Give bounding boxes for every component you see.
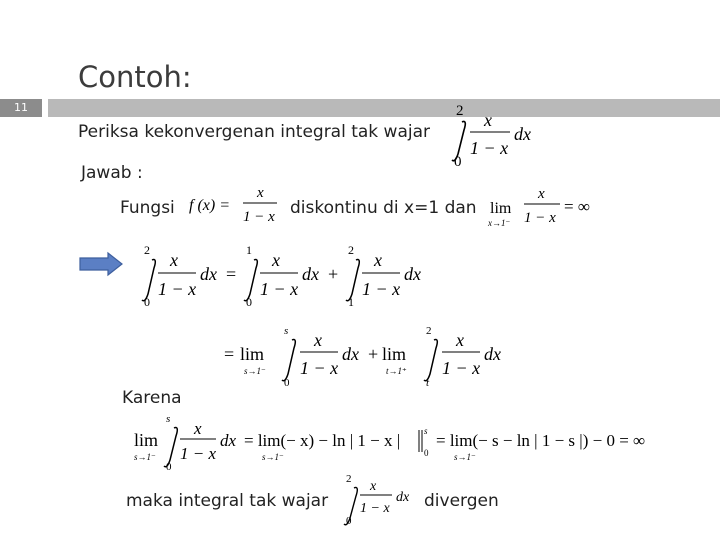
svg-text:1: 1 [246,243,252,257]
answer-label: Jawab : [81,163,143,183]
differential: dx [514,124,531,144]
svg-text:x: x [456,330,464,350]
lower-limit: 0 [454,154,462,168]
svg-text:x: x [194,419,202,438]
svg-text:0: 0 [166,461,172,472]
svg-text:lim: lim [382,344,407,364]
denominator: 1 − x [470,138,509,158]
svg-text:0: 0 [144,295,150,309]
svg-text:t: t [426,377,430,389]
lim-label: lim [490,200,512,217]
slide-title: Contoh: [78,60,192,94]
svg-text:0: 0 [346,515,352,527]
svg-text:x: x [370,479,377,494]
maka-text: maka integral tak wajar [126,491,329,511]
integral-t-2 [424,325,501,389]
svg-text:x: x [170,250,178,270]
integral-1-2 [346,243,421,309]
denominator: 1 − x [524,210,556,226]
svg-text:s→1⁻: s→1⁻ [454,452,476,462]
svg-text:0: 0 [246,295,252,309]
svg-text:1 − x: 1 − x [260,279,299,299]
lim-subscript: x→1⁻ [488,218,511,228]
svg-text:dx: dx [302,264,319,284]
karena-label: Karena [122,388,182,408]
svg-text:x: x [374,250,382,270]
svg-text:dx: dx [342,344,359,364]
denominator: 1 − x [243,209,275,225]
divergen-text: divergen [424,491,499,511]
svg-text:lim: lim [134,430,159,450]
svg-text:0: 0 [424,448,429,458]
question-integral [442,100,552,168]
infinity: = ∞ [564,197,590,216]
svg-text:s: s [284,325,289,337]
svg-text:1 − x: 1 − x [360,501,390,516]
numerator: x [484,110,492,130]
svg-text:s: s [424,426,428,436]
svg-text:s→1⁻: s→1⁻ [244,366,266,376]
svg-text:s: s [166,413,171,425]
fungsi-label: Fungsi [120,198,175,218]
integral-0-s [282,325,359,389]
svg-text:dx: dx [200,264,217,284]
svg-text:2: 2 [346,473,352,485]
svg-text:+: + [328,264,339,284]
svg-text:=: = [226,264,237,284]
slide-header-bar [0,99,720,117]
slide-number: 11 [0,99,42,117]
upper-limit: 2 [456,103,464,119]
svg-text:dx: dx [484,344,501,364]
svg-text:+: + [368,344,379,364]
svg-text:1 − x: 1 − x [442,358,481,378]
svg-text:dx: dx [404,264,421,284]
svg-text:x: x [314,330,322,350]
numerator: x [257,185,264,201]
limit-evaluation [132,412,718,472]
question-text: Periksa kekonvergenan integral tak wajar [78,122,431,142]
svg-text:s→1⁻: s→1⁻ [134,452,156,462]
svg-text:1: 1 [348,295,354,309]
svg-text:2: 2 [144,243,150,257]
svg-text:1 − x: 1 − x [362,279,401,299]
svg-text:x: x [272,250,280,270]
svg-text:2: 2 [426,325,432,337]
svg-text:= lim(− x) − ln | 1 − x |: = lim(− x) − ln | 1 − x | [244,431,401,450]
header-divider [48,99,720,117]
svg-text:t→1⁺: t→1⁺ [386,366,407,376]
svg-text:=: = [224,344,235,364]
conclusion-integral [340,470,420,528]
limit-split [222,322,522,390]
svg-text:1 − x: 1 − x [158,279,197,299]
svg-text:1 − x: 1 − x [300,358,339,378]
fx-label: f (x) = [189,197,230,214]
integral-0-1 [244,243,338,309]
diskontinu-text: diskontinu di x=1 dan [290,198,477,218]
numerator: x [538,186,545,202]
svg-text:= lim(− s − ln | 1 − s |) − 0: = lim(− s − ln | 1 − s |) − 0 = ∞ [436,431,646,450]
svg-text:0: 0 [284,377,290,389]
svg-text:s→1⁻: s→1⁻ [262,452,284,462]
svg-text:1 − x: 1 − x [180,444,217,463]
function-definition [185,182,285,228]
integral-split [136,240,436,310]
svg-text:dx: dx [220,431,237,450]
svg-text:2: 2 [348,243,354,257]
svg-text:dx: dx [396,490,410,505]
integral-0-2 [142,243,236,309]
limit-expression [486,182,601,230]
svg-text:lim: lim [240,344,265,364]
right-arrow-icon [78,251,124,277]
